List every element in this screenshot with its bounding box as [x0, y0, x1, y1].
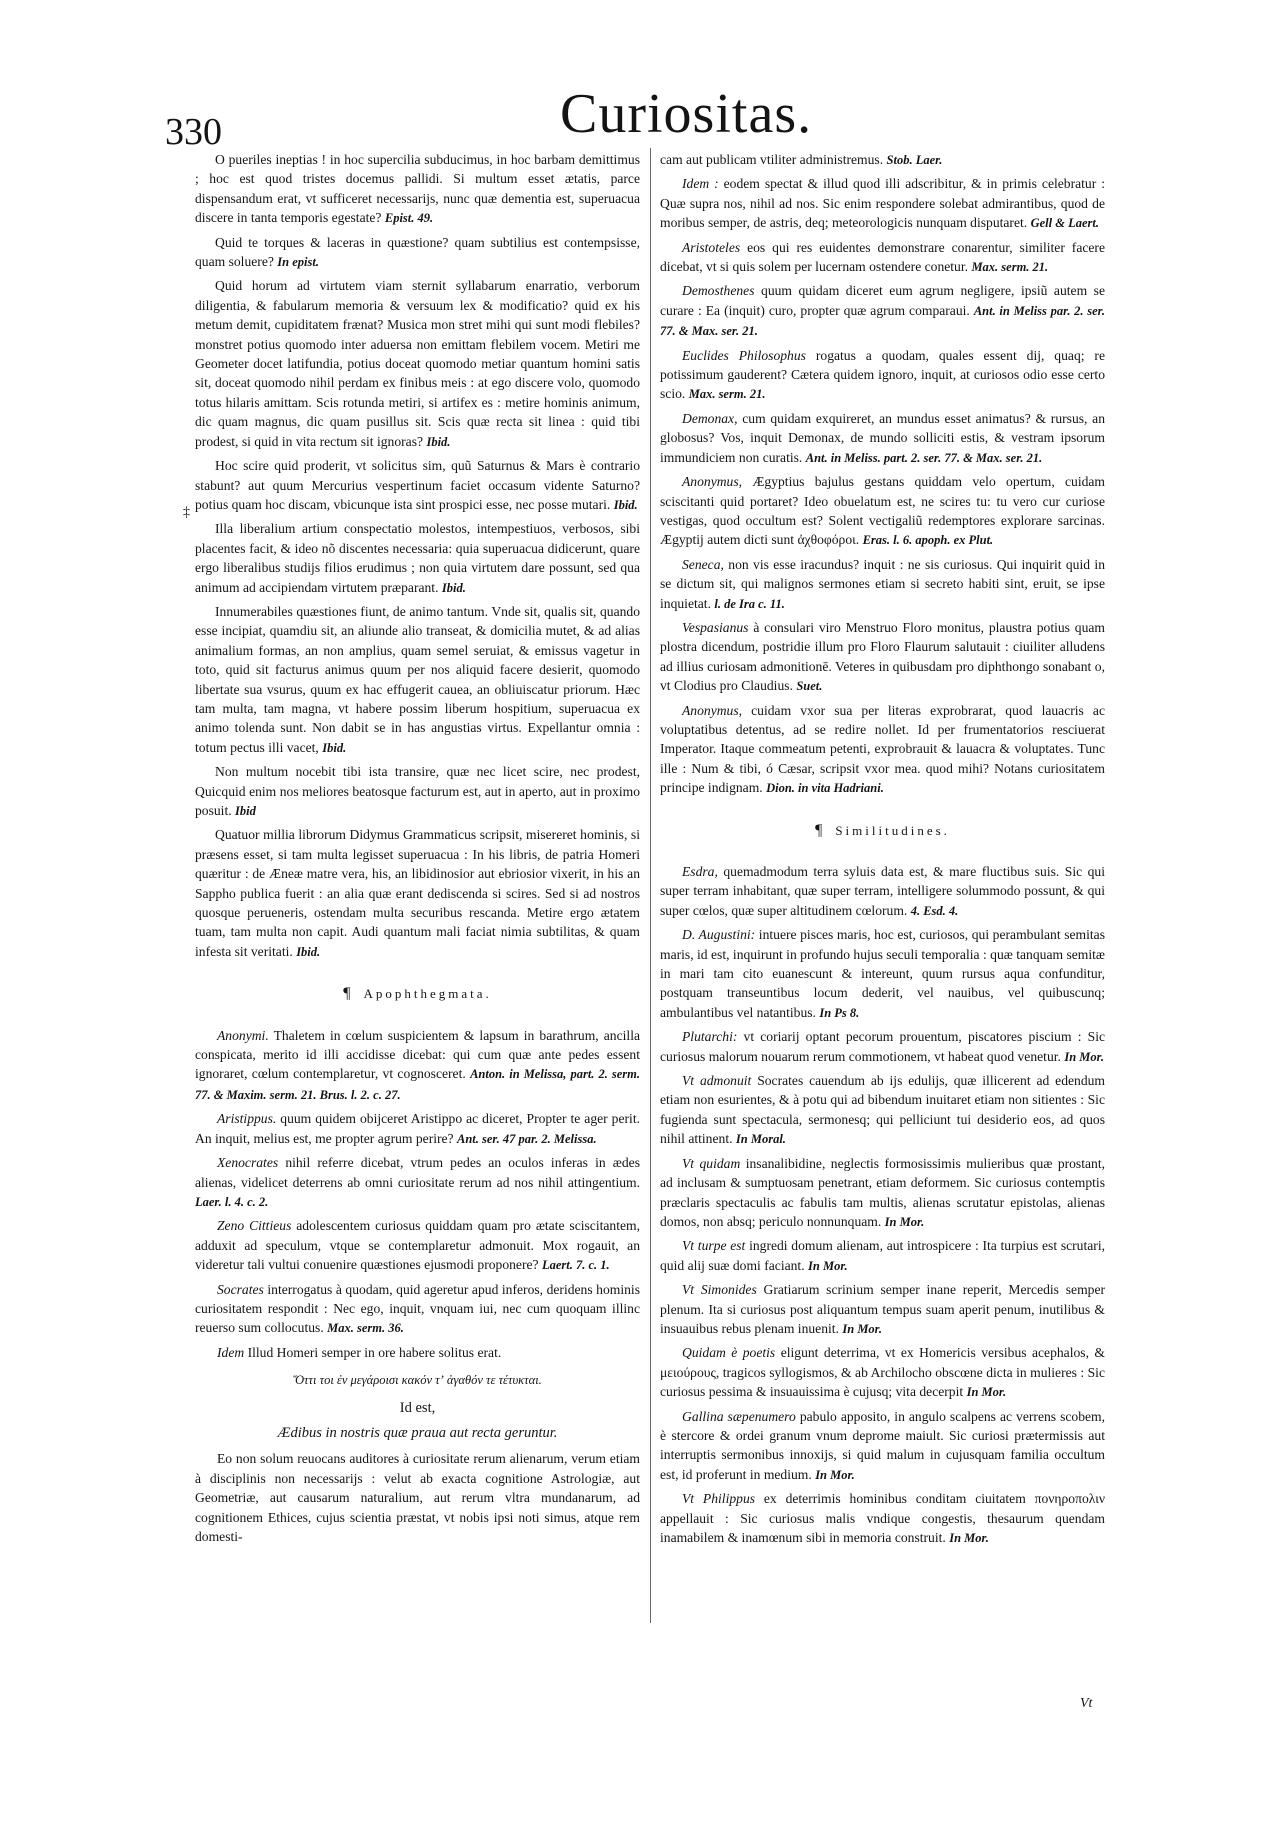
id-est-line: Id est,: [399, 1399, 436, 1416]
paragraph: Quatuor millia librorum Didymus Grammaticus scripsit, misereret hominis, si præsens esset, si tam multa legisset superuacua : In his libris, de patria Homeri quæritur : de Æneæ matre vera, his, an libidinosior aut ebriosior vixerit, in his an Sappho publica fuerit : an alia quæ erant dediscenda si scires. Sed si ad nostros quosque perueneris, ostendam multa securibus rescanda. Metire ergo ætatem tuam, tam multa non capit. Audi quantum mali faciat nimia subtilitas, & quam infesta sit veritati. Ibid.: [195, 827, 640, 959]
apophthegm-entry: Idem : eodem spectat & illud quod illi adscribitur, & in primis celebratur : Quæ supra nos, nihil ad nos. Sic enim respondere solebat admirantibus, quod de moribus semper, de astris, deq; meteorologicis nunquam disputaret. Gell & Laert.: [660, 176, 1105, 231]
apophthegm-entry: Seneca, non vis esse iracundus? inquit : ne sis curiosus. Qui inquirit quid in se dictum sit, qui malignos sermones etiam si secreto habiti sint, eruit, se ipse inquietat. l. de Ira c. 11.: [660, 556, 1105, 611]
apophthegm-entry: Vespasianus à consulari viro Menstruo Floro monitus, plaustra potius quam plostra dicendum, postridie illum pro Floro Flaurum salutauit : ciuiliter alludens ad illius curiosam admonitionē. Veteres in quibusdam pro diphthongo sonabant o, vt Clodius pro Claudius. Suet.: [660, 619, 1105, 694]
apophthegm-entry: Demosthenes quum quidam diceret eum agrum negligere, ipsiũ autem se curare : Ea (inquit) curo, propter quæ agrum comparaui. Ant. in Meliss par. 2. ser. 77. & Max. ser. 21.: [660, 283, 1105, 339]
apophthegm-entry: Anonymus, cuidam vxor sua per literas exprobrarat, quod lauacris ac voluptatibus detentus, ad se redire nollet. Id per frumentatorios resciuerat Imperator. Itaque commeatum petenti, exprobrauit & lauacra & voluptates. Tunc ille : Num & tibi, ó Cæsar, scripsit vxor mea. quod mihi? Notans curiositatem principe indignam. Dion. in vita Hadriani.: [660, 702, 1105, 796]
catchword: Vt: [1080, 1696, 1093, 1711]
similitude-entry: Quidam è poetis eligunt deterrima, vt ex Homericis versibus acephalos, & μειούρους, tragicos syllogismos, & ab Archilocho obscœne dicta in mulieres : Sic curiosus pessima & insuauissima è cujusq; vita decerpit In Mor.: [660, 1345, 1106, 1400]
similitude-entry: Vt quidam insanalibidine, neglectis formosissimis mulieribus quæ prostant, ad inclusam & sumptuosam penetrant, etiam deformem. Sic curiosus contemptis præclaris spectaculis ac fabulis tam multis, alienas scrutatur epistolas, alienas domos, non absq; periculo nonnunquam. In Mor.: [660, 1155, 1106, 1229]
margin-mark: ‡: [183, 505, 190, 520]
right-column: [660, 150, 1105, 1552]
apophthegm-entry: Euclides Philosophus rogatus a quodam, quales essent dij, quaq; re potissimum gauderent? Cætera quidem ignoro, inquit, at curiosos odio esse certo scio. Max. serm. 21.: [660, 347, 1105, 402]
paragraph: Innumerabiles quæstiones fiunt, de animo tantum. Vnde sit, qualis sit, quando esse incipiat, quamdiu sit, an aliunde alio transeat, & domicilia mutet, & ad alias animalium formas, an non amplius, quam semel seruiat, & emissus vagetur in toto, quid sit facturus animus quum per nos aliquid facere desierit, quomodo libertate sua vsurus, quum ex hac effugerit cauea, an obliuiscatur priorum. Hæc tam multa, tam magna, vt habere possim liberum hospitium, superuacua ex animo tolenda sunt. Non dabit se in has angustias virtus. Expellantur omnia : totum pectus illi vacet, Ibid.: [195, 603, 640, 755]
paragraph: O pueriles ineptias ! in hoc supercilia subducimus, in hoc barbam demittimus ; hoc est quod tristes docemus pallidi. Si multum esset ætatis, parce dispensandum erat, vt sufficeret necessarijs, nunc quæ dementia est, superuacua discere in tanta temporis egestate? Epist. 49.: [195, 152, 640, 226]
similitude-entry: Plutarchi: vt coriarij optant pecorum prouentum, piscatores piscium : Sic curiosus malorum nouarum rerum commotionem, vt habeat quod venetur. In Mor.: [660, 1029, 1106, 1064]
paragraph: Eo non solum reuocans auditores à curiositate rerum alienarum, verum etiam à disciplinis non necessarijs : velut ab exacta cognitione Astrologiæ, aut Geometriæ, aut causarum naturalium, aut rerum vltra mundanarum, ad cognitionem Ethices, cujus scientia præstat, vt nobis ipsi noti simus, atque rem domesti-: [195, 1451, 640, 1544]
similitude-entry: Vt Simonides Gratiarum scrinium semper inane reperit, Mercedis semper plenum. Ita si curiosus post aliquantum tempus suam aperit penum, inutilibus & insuauibus rebus plenam inuenit. In Mor.: [660, 1282, 1105, 1336]
column-divider: [650, 148, 651, 1623]
apophthegm-entry: Aristippus. quum quidem obijceret Aristippo ac diceret, Propter te ager perit. An inquit, melius est, me propter agrum perire? Ant. ser. 47 par. 2. Melissa.: [195, 1111, 640, 1146]
apophthegm-entry: Anonymus, Ægyptius bajulus gestans quiddam velo opertum, cuidam sciscitanti quid portaret? Ideo obuelatum est, ne scires tu: tu vero cur curiose vestigas, quod occultum est? Solent vectigaliũ redemptores explorare sarcinas. Ægyptij autem dicti sunt ἀχθοφόροι. Eras. l. 6. apoph. ex Plut.: [660, 474, 1106, 548]
greek-quotation: Ὅττι τοι ἐν μεγάροισι κακόν τʼ ἀγαθόν τε τέτυκται.: [293, 1373, 542, 1388]
section-heading-apophthegmata: ¶ Apophthegmata.: [343, 985, 492, 1003]
apophthegm-entry: Zeno Cittieus adolescentem curiosus quiddam quam pro ætate sciscitantem, adduxit ad speculum, vtque se contemplaretur admonuit. Mox rogauit, an videretur tali vultui conuenire quæstiones ejusmodi proponere? Laert. 7. c. 1.: [195, 1218, 640, 1273]
page-number: 330: [165, 111, 222, 153]
apophthegm-entry: Anonymi. Thaletem in cœlum suspicientem & lapsum in barathrum, ancilla conspicata, merito id illi accidisse dicebat: qui cum quæ ante pedes essent ignoraret, cœlum contemplaretur, vt cognosceret. Anton. in Melissa, part. 2. serm. 77. & Maxim. serm. 21. Brus. l. 2. c. 27.: [195, 1027, 641, 1102]
paragraph: Non multum nocebit tibi ista transire, quæ nec licet scire, nec prodest, Quicquid enim nos meliores beatosque facturum est, aut in aperto, aut in proximo posuit. Ibid: [195, 764, 640, 818]
pilcrow-icon: ¶: [343, 985, 354, 1003]
apophthegm-entry: Idem Illud Homeri semper in ore habere solitus erat.: [217, 1344, 502, 1360]
similitude-entry: Esdra, quemadmodum terra syluis data est, & mare fluctibus suis. Sic qui super terram inhabitant, quæ super terram, intelligere solummodo possunt, & qui super cœlos, quæ super altitudinem cœlorum. 4. Esd. 4.: [660, 864, 1105, 918]
similitude-entry: Gallina sæpenumero pabulo apposito, in angulo scalpens ac verrens scobem, è stercore & ordei granum vnum deprome maiult. Sic curiosi prætermissis aut interruptis sermonibus innoxijs, si quid malum in cujusquam familia occultum est, id proferunt in medium. In Mor.: [660, 1408, 1106, 1482]
similitude-entry: Vt Philippus ex deterrimis hominibus conditam ciuitatem πονηροπολιν appellauit : Sic curiosus malis vndique congestis, thesaurum quendam inamabilem & inamœnum sibi in memoria construit. In Mor.: [660, 1491, 1105, 1545]
similitude-entry: Vt turpe est ingredi domum alienam, aut introspicere : Ita turpius est scrutari, quid alij suæ domi faciant. In Mor.: [660, 1238, 1105, 1273]
apophthegm-entry: Socrates interrogatus à quodam, quid ageretur apud inferos, deridens hominis curiositatem respondit : Nec ego, inquit, vnquam iui, nec cum quoquam illinc reuerso sum collocutus. Max. serm. 36.: [195, 1281, 640, 1336]
left-column: [195, 150, 640, 1550]
apophthegm-entry: Aristoteles eos qui res euidentes demonstrare conarentur, similiter facere dicebat, vt si quis solem per lucernam ostendere conetur. Max. serm. 21.: [660, 239, 1105, 275]
paragraph: Hoc scire quid proderit, vt solicitus sim, quũ Saturnus & Mars è contrario stabunt? aut quum Mercurius vespertinum faciet occasum vidente Saturno? potius quam hoc discam, vbicunque ista sint prospici esse, nec posse mutari. Ibid.: [195, 458, 640, 512]
pilcrow-icon: ¶: [815, 821, 826, 839]
apophthegm-entry: Demonax, cum quidam exquireret, an mundus esset animatus? & rursus, an globosus? Vos, inquit Demonax, de mundo solliciti estis, & vestram ipsorum immundiciem non curatis. Ant. in Meliss. part. 2. ser. 77. & Max. ser. 21.: [660, 410, 1105, 465]
paragraph: Quid horum ad virtutem viam sternit syllabarum enarratio, verborum diligentia, & fabularum memoria & versuum lex & modificatio? quid ex his metum demit, cupiditatem frænat? Musica mon stret mihi qui sunt modi flebiles? monstret potius quomodo inter aduersa non emittam flebilem vocem. Metiri me Geometer docet latifundia, potius doceat quomodo metiar quantum homini satis sit, doceat quomodo nihil perdam ex finibus meis : at ego discere volo, quomodo totus hilaris amittam. Scis rotunda metiri, si artifex es : metire hominis animum, dic quam magnus, dic quam pusillus sit. Scis quæ recta sit linea : quid tibi prodest, si quid in vita rectum sit ignoras? Ibid.: [195, 278, 640, 449]
paragraph: Illa liberalium artium conspectatio molestos, intempestiuos, verbosos, sibi placentes facit, & ideo nõ discentes necessaria: quia superuacua didicerunt, quare ergo liberalibus studijs filios erudimus ; non quia virtutem dare possunt, sed qua animum ad accipiendam virtutem præparant. Ibid.: [195, 521, 640, 595]
similitude-entry: Vt admonuit Socrates cauendum ab ijs edulijs, quæ illicerent ad edendum etiam non esurientes, & à potu qui ad bibendum inuitaret etiam non sitientes : Sic fugienda sunt spectacula, sermonesq; qui pelliciunt tui desiderio eos, ad quos nihil attinent. In Moral.: [660, 1073, 1105, 1147]
paragraph: cam aut publicam vtiliter administremus. Stob. Laer.: [660, 152, 943, 167]
running-title: Curiositas.: [560, 83, 813, 145]
paragraph: Quid te torques & laceras in quæstione? quam subtilius est contempsisse, quam soluere? In epist.: [195, 234, 640, 270]
section-heading-similitudines: ¶ Similitudines.: [815, 821, 950, 839]
similitude-entry: D. Augustini: intuere pisces maris, hoc est, curiosos, qui perambulant semitas maris, id est, inquirunt in profundo hujus seculi temporalia : quæ tanquam semitæ in mari tam cito euanescunt & intereunt, quum rursus aqua confunditur, postquam transeuntibus locum dederit, vel nauibus, vel quibuscunq; ambulantibus vel natantibus. In Ps 8.: [660, 927, 1105, 1020]
latin-translation: Ædibus in nostris quæ praua aut recta geruntur.: [277, 1424, 558, 1441]
apophthegm-entry: Xenocrates nihil referre dicebat, vtrum pedes an oculos inferas in ædes alienas, videlicet deterrens ab omni curiositate rerum ad nos nihil attingentium. Laer. l. 4. c. 2.: [195, 1155, 640, 1209]
